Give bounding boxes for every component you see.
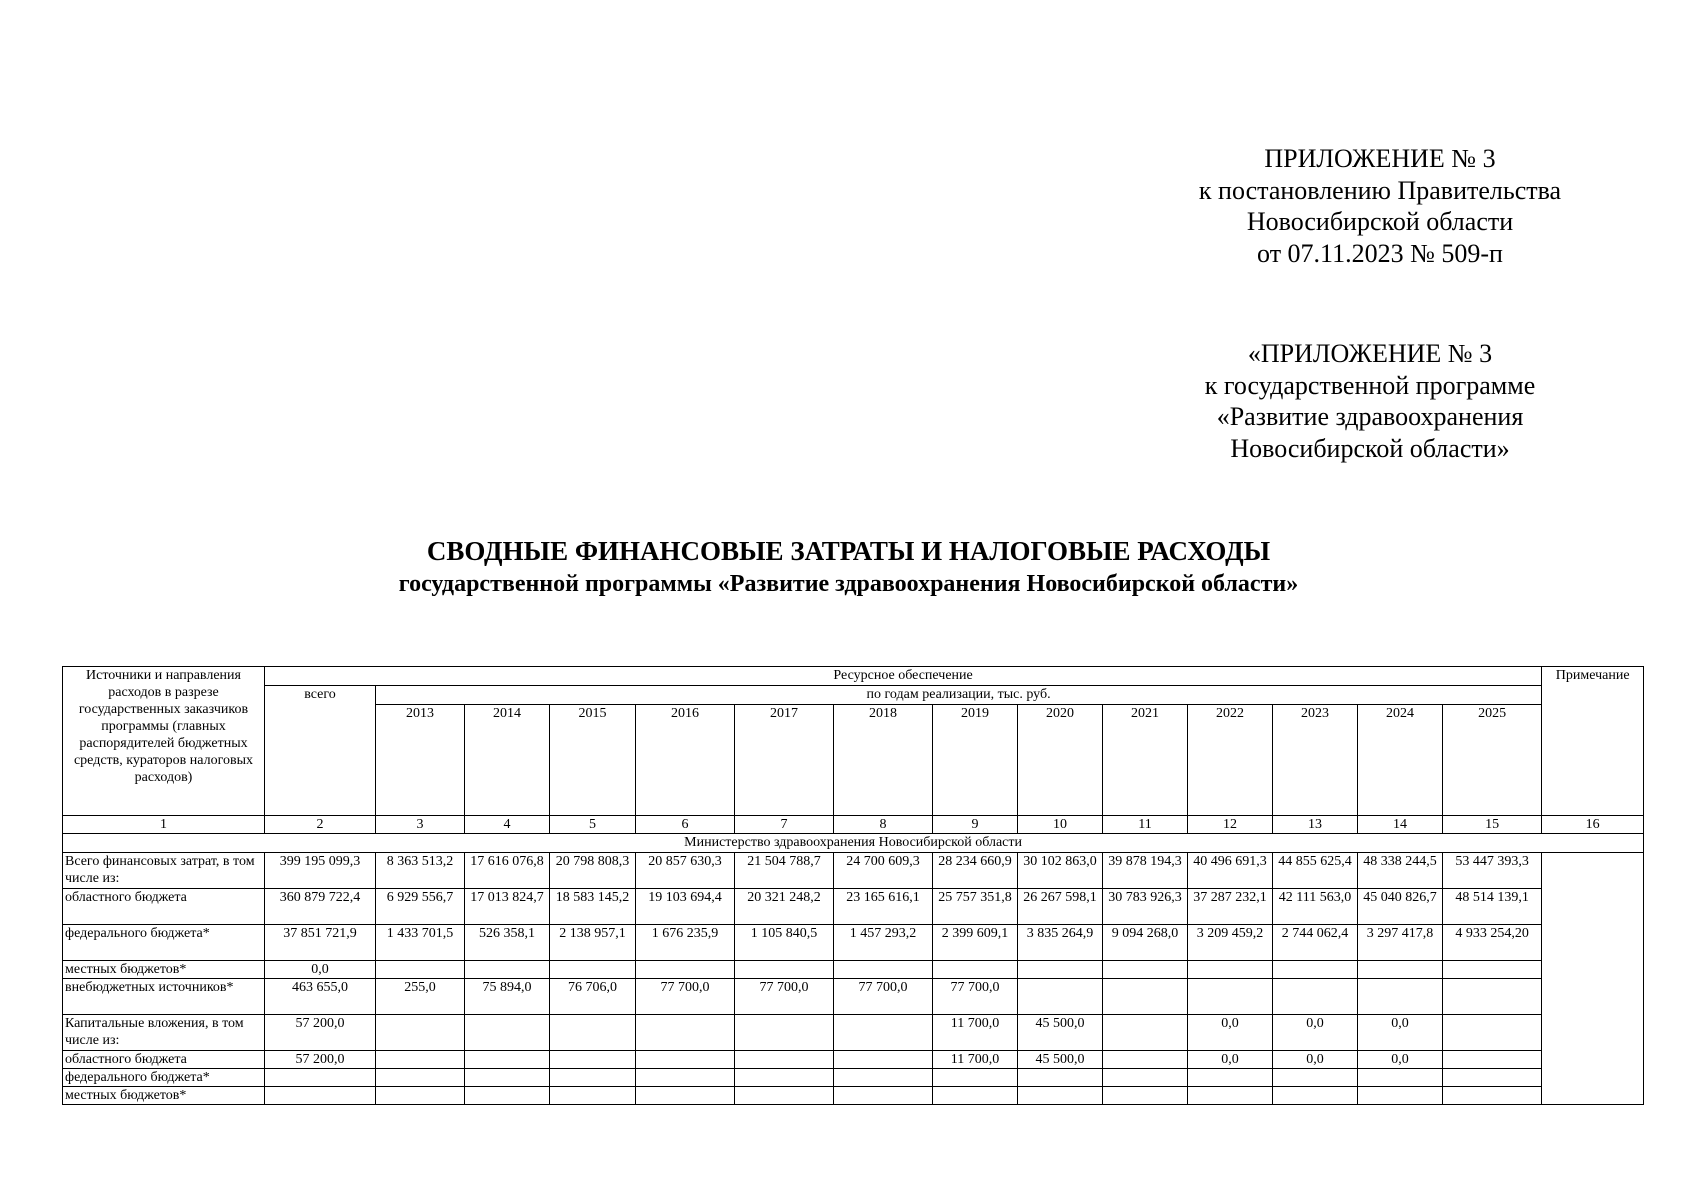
document-title: СВОДНЫЕ ФИНАНСОВЫЕ ЗАТРАТЫ И НАЛОГОВЫЕ РАСХОДЫ	[426, 536, 1271, 566]
appendix-line: «Развитие здравоохранения	[1216, 402, 1524, 431]
appendix-line: Новосибирской области»	[1230, 433, 1510, 463]
value-cell: 0,0	[265, 961, 376, 979]
value-cell: 57 200,0	[265, 1015, 376, 1051]
value-cell	[636, 1087, 735, 1105]
value-cell	[376, 1015, 465, 1051]
value-cell: 0,0	[1358, 1051, 1443, 1069]
value-cell	[1443, 1069, 1542, 1087]
value-cell	[1188, 1087, 1273, 1105]
header-year: 2018	[834, 705, 933, 816]
header-year: 2019	[933, 705, 1018, 816]
value-cell: 28 234 660,9	[933, 853, 1018, 889]
value-cell: 1 457 293,2	[834, 925, 933, 961]
value-cell: 2 399 609,1	[933, 925, 1018, 961]
appendix-line: к государственной программе	[1204, 370, 1536, 400]
table-row	[63, 961, 1644, 979]
appendix-line: Новосибирской области	[1246, 207, 1514, 236]
value-cell	[1018, 979, 1103, 1015]
header-year: 2020	[1018, 705, 1103, 816]
note-cell	[1542, 853, 1644, 1105]
value-cell	[1443, 1087, 1542, 1105]
value-cell	[465, 1051, 550, 1069]
value-cell	[1358, 961, 1443, 979]
value-cell: 0,0	[1188, 1015, 1273, 1051]
value-cell	[265, 1087, 376, 1105]
value-cell	[834, 1069, 933, 1087]
value-cell	[550, 1069, 636, 1087]
document-subtitle: государственной программы «Развитие здравоохранения Новосибирской области»	[398, 571, 1299, 597]
value-cell: 48 514 139,1	[1443, 889, 1542, 925]
value-cell	[1188, 1069, 1273, 1087]
table-row	[63, 979, 1644, 1015]
value-cell: 1 105 840,5	[735, 925, 834, 961]
value-cell: 8 363 513,2	[376, 853, 465, 889]
value-cell: 45 500,0	[1018, 1051, 1103, 1069]
appendix-line: от 07.11.2023 № 509-п	[1257, 238, 1503, 268]
row-label: Капитальные вложения, в том числе из:	[63, 1015, 265, 1051]
header-year: 2014	[465, 705, 550, 816]
column-number: 7	[735, 816, 834, 834]
row-label: местных бюджетов*	[63, 961, 265, 979]
value-cell: 75 894,0	[465, 979, 550, 1015]
header-total: всего	[265, 686, 376, 816]
value-cell: 11 700,0	[933, 1015, 1018, 1051]
value-cell: 0,0	[1358, 1015, 1443, 1051]
header-year: 2022	[1188, 705, 1273, 816]
appendix-header-program	[1160, 338, 1580, 464]
column-number: 1	[63, 816, 265, 834]
value-cell: 45 500,0	[1018, 1015, 1103, 1051]
value-cell	[1273, 1087, 1358, 1105]
value-cell	[933, 961, 1018, 979]
table-row	[63, 925, 1644, 961]
table-row	[63, 853, 1644, 889]
row-label: областного бюджета	[63, 1051, 265, 1069]
value-cell: 57 200,0	[265, 1051, 376, 1069]
value-cell: 399 195 099,3	[265, 853, 376, 889]
value-cell: 19 103 694,4	[636, 889, 735, 925]
value-cell	[1103, 1087, 1188, 1105]
value-cell	[834, 1087, 933, 1105]
column-number: 6	[636, 816, 735, 834]
table-row	[63, 1069, 1644, 1087]
value-cell	[636, 1015, 735, 1051]
row-label: местных бюджетов*	[63, 1087, 265, 1105]
value-cell: 360 879 722,4	[265, 889, 376, 925]
value-cell: 24 700 609,3	[834, 853, 933, 889]
value-cell: 25 757 351,8	[933, 889, 1018, 925]
value-cell: 11 700,0	[933, 1051, 1018, 1069]
header-resources: Ресурсное обеспечение	[265, 667, 1542, 686]
column-number: 8	[834, 816, 933, 834]
value-cell: 0,0	[1188, 1051, 1273, 1069]
value-cell	[550, 1015, 636, 1051]
value-cell: 30 102 863,0	[1018, 853, 1103, 889]
value-cell: 76 706,0	[550, 979, 636, 1015]
value-cell	[1358, 1069, 1443, 1087]
value-cell: 77 700,0	[933, 979, 1018, 1015]
value-cell: 37 851 721,9	[265, 925, 376, 961]
row-label: внебюджетных источников*	[63, 979, 265, 1015]
value-cell	[465, 961, 550, 979]
value-cell	[933, 1087, 1018, 1105]
value-cell: 21 504 788,7	[735, 853, 834, 889]
value-cell	[1273, 1069, 1358, 1087]
value-cell	[1103, 1069, 1188, 1087]
value-cell	[465, 1069, 550, 1087]
row-label: федерального бюджета*	[63, 925, 265, 961]
table-row	[63, 1015, 1644, 1051]
table-row	[63, 1051, 1644, 1069]
value-cell: 77 700,0	[735, 979, 834, 1015]
header-year: 2023	[1273, 705, 1358, 816]
value-cell: 20 321 248,2	[735, 889, 834, 925]
value-cell	[1443, 1051, 1542, 1069]
column-number: 14	[1358, 816, 1443, 834]
value-cell	[1018, 1069, 1103, 1087]
value-cell: 39 878 194,3	[1103, 853, 1188, 889]
value-cell: 9 094 268,0	[1103, 925, 1188, 961]
value-cell	[1188, 979, 1273, 1015]
value-cell	[933, 1069, 1018, 1087]
header-note: Примечание	[1542, 667, 1644, 816]
value-cell: 3 209 459,2	[1188, 925, 1273, 961]
header-year: 2025	[1443, 705, 1542, 816]
value-cell: 1 676 235,9	[636, 925, 735, 961]
column-number: 16	[1542, 816, 1644, 834]
value-cell	[735, 1051, 834, 1069]
value-cell: 48 338 244,5	[1358, 853, 1443, 889]
appendix-line: «ПРИЛОЖЕНИЕ № 3	[1247, 339, 1493, 368]
value-cell	[550, 1087, 636, 1105]
value-cell	[834, 961, 933, 979]
value-cell	[376, 1087, 465, 1105]
value-cell: 18 583 145,2	[550, 889, 636, 925]
header-year: 2017	[735, 705, 834, 816]
value-cell: 526 358,1	[465, 925, 550, 961]
value-cell: 6 929 556,7	[376, 889, 465, 925]
value-cell: 53 447 393,3	[1443, 853, 1542, 889]
column-number: 13	[1273, 816, 1358, 834]
value-cell	[1443, 979, 1542, 1015]
column-number: 3	[376, 816, 465, 834]
value-cell: 20 857 630,3	[636, 853, 735, 889]
header-year: 2024	[1358, 705, 1443, 816]
value-cell	[1103, 979, 1188, 1015]
value-cell	[1103, 961, 1188, 979]
value-cell: 45 040 826,7	[1358, 889, 1443, 925]
value-cell	[265, 1069, 376, 1087]
value-cell: 0,0	[1273, 1015, 1358, 1051]
value-cell	[735, 961, 834, 979]
value-cell	[376, 1069, 465, 1087]
row-label: Всего финансовых затрат, в том числе из:	[63, 853, 265, 889]
value-cell	[465, 1015, 550, 1051]
value-cell: 77 700,0	[636, 979, 735, 1015]
appendix-line: к постановлению Правительства	[1198, 175, 1562, 205]
section-row	[63, 834, 1644, 853]
value-cell	[636, 1069, 735, 1087]
column-number: 10	[1018, 816, 1103, 834]
value-cell: 1 433 701,5	[376, 925, 465, 961]
header-year: 2013	[376, 705, 465, 816]
table-row	[63, 889, 1644, 925]
value-cell: 4 933 254,20	[1443, 925, 1542, 961]
value-cell	[376, 1051, 465, 1069]
value-cell	[1018, 961, 1103, 979]
column-number: 11	[1103, 816, 1188, 834]
value-cell: 44 855 625,4	[1273, 853, 1358, 889]
value-cell: 42 111 563,0	[1273, 889, 1358, 925]
header-row-years-caption	[63, 686, 1644, 705]
value-cell: 463 655,0	[265, 979, 376, 1015]
value-cell: 37 287 232,1	[1188, 889, 1273, 925]
column-number: 9	[933, 816, 1018, 834]
value-cell	[834, 1051, 933, 1069]
value-cell: 23 165 616,1	[834, 889, 933, 925]
financial-table	[62, 666, 1644, 1105]
value-cell: 17 013 824,7	[465, 889, 550, 925]
value-cell	[1273, 961, 1358, 979]
table-row	[63, 1087, 1644, 1105]
value-cell	[834, 1015, 933, 1051]
value-cell	[636, 961, 735, 979]
row-label: федерального бюджета*	[63, 1069, 265, 1087]
value-cell	[735, 1087, 834, 1105]
value-cell: 3 297 417,8	[1358, 925, 1443, 961]
value-cell	[1273, 979, 1358, 1015]
value-cell	[1018, 1087, 1103, 1105]
value-cell	[1358, 979, 1443, 1015]
value-cell: 3 835 264,9	[1018, 925, 1103, 961]
value-cell	[1188, 961, 1273, 979]
value-cell	[376, 961, 465, 979]
value-cell	[1358, 1087, 1443, 1105]
value-cell: 255,0	[376, 979, 465, 1015]
value-cell: 0,0	[1273, 1051, 1358, 1069]
value-cell	[1103, 1015, 1188, 1051]
value-cell: 40 496 691,3	[1188, 853, 1273, 889]
column-number: 15	[1443, 816, 1542, 834]
value-cell	[1103, 1051, 1188, 1069]
table-body	[63, 667, 1644, 1105]
value-cell: 30 783 926,3	[1103, 889, 1188, 925]
value-cell	[735, 1015, 834, 1051]
header-year: 2015	[550, 705, 636, 816]
value-cell: 77 700,0	[834, 979, 933, 1015]
section-title: Министерство здравоохранения Новосибирской области	[63, 834, 1644, 853]
appendix-line: ПРИЛОЖЕНИЕ № 3	[1264, 144, 1496, 173]
value-cell	[550, 1051, 636, 1069]
value-cell	[636, 1051, 735, 1069]
header-row-resources	[63, 667, 1644, 686]
header-year: 2016	[636, 705, 735, 816]
header-sources: Источники и направления расходов в разрезе государственных заказчиков программы (главных распорядителей бюджетных средств, кураторов налоговых расходов)	[63, 667, 265, 816]
value-cell	[735, 1069, 834, 1087]
header-year: 2021	[1103, 705, 1188, 816]
value-cell	[1443, 1015, 1542, 1051]
value-cell	[1443, 961, 1542, 979]
value-cell: 26 267 598,1	[1018, 889, 1103, 925]
value-cell	[550, 961, 636, 979]
appendix-header-resolution	[1160, 143, 1600, 269]
column-number: 2	[265, 816, 376, 834]
row-label: областного бюджета	[63, 889, 265, 925]
value-cell: 2 744 062,4	[1273, 925, 1358, 961]
column-number: 12	[1188, 816, 1273, 834]
value-cell	[465, 1087, 550, 1105]
value-cell: 2 138 957,1	[550, 925, 636, 961]
column-number: 4	[465, 816, 550, 834]
header-by-years: по годам реализации, тыс. руб.	[376, 686, 1542, 705]
value-cell: 20 798 808,3	[550, 853, 636, 889]
value-cell: 17 616 076,8	[465, 853, 550, 889]
column-number-row	[63, 816, 1644, 834]
column-number: 5	[550, 816, 636, 834]
